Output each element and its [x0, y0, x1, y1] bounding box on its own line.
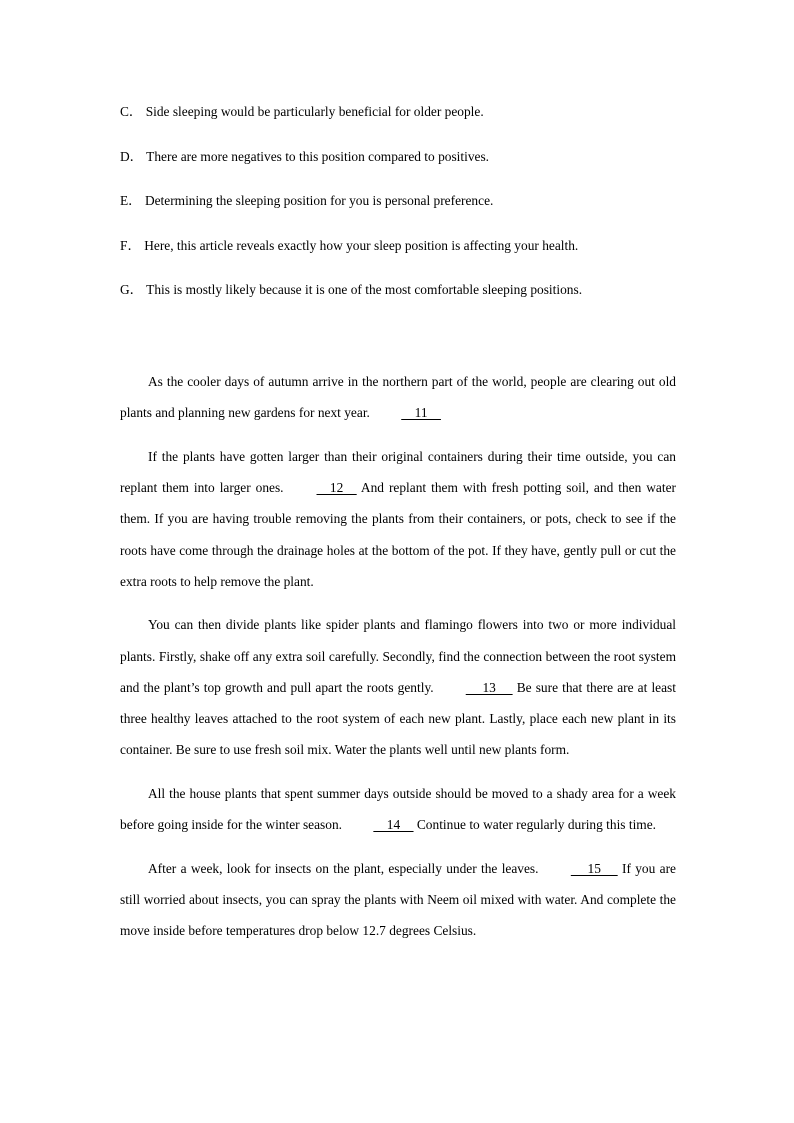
blank-11: 11 — [401, 405, 441, 421]
paragraph-text: And replant them with fresh potting soil, and then water them. If you are having trouble removing the plants from their containers, or pots, check to see if the roots have come through the drainage holes at the bottom of the pot. If they have, gently pull or cut the extra roots to help remove the plant. — [120, 480, 676, 589]
paragraph-text: All the house plants that spent summer days outside should be moved to a shady area for a week before going inside for the winter season. — [120, 785, 676, 833]
answer-options — [120, 100, 680, 323]
option-letter: E． — [120, 193, 142, 208]
blank-15: 15 — [570, 860, 618, 876]
option-f — [120, 234, 680, 258]
option-text: There are more negatives to this position compared to positives. — [146, 148, 490, 164]
passage-paragraph-1 — [120, 366, 676, 428]
option-g — [120, 278, 680, 302]
paragraph-text: As the cooler days of autumn arrive in the northern part of the world, people are clearing out old plants and planning new gardens for next year. — [120, 374, 676, 421]
option-letter: C． — [120, 104, 143, 119]
paragraph-text: After a week, look for insects on the plant, especially under the leaves. — [148, 860, 543, 876]
paragraph-text: Continue to water regularly during this time. — [413, 817, 657, 833]
paragraph-text: You can then divide plants like spider plants and flamingo flowers into two or more individual plants. Firstly, shake off any extra soil carefully. Secondly, find the connection between the root system and the plant’s top growth and pull apart the roots gently. — [120, 617, 676, 695]
option-text: Side sleeping would be particularly beneficial for older people. — [145, 104, 484, 119]
reading-passage — [120, 366, 676, 959]
option-text: Determining the sleeping position for you is personal preference. — [144, 193, 494, 208]
blank-14: 14 — [373, 817, 414, 833]
paragraph-text: If the plants have gotten larger than their original containers during their time outside, you can replant them into larger ones. — [120, 448, 676, 496]
option-letter: G． — [120, 282, 144, 297]
option-letter: F． — [120, 237, 141, 253]
passage-paragraph-4 — [120, 778, 676, 840]
paragraph-text: Be sure that there are at least three healthy leaves attached to the root system of each new plant. Lastly, place each new plant in its container. Be sure to use fresh soil mix. Water the plants well until new plants form. — [120, 679, 676, 758]
paragraph-text: If you are still worried about insects, you can spray the plants with Neem oil mixed with water. And complete the move inside before temperatures drop below 12.7 degrees Celsius. — [120, 860, 676, 939]
blank-13: 13 — [465, 679, 513, 695]
blank-12: 12 — [316, 480, 357, 496]
passage-paragraph-5 — [120, 853, 676, 947]
option-text: Here, this article reveals exactly how your sleep position is affecting your health. — [144, 237, 579, 253]
option-d — [120, 145, 680, 169]
passage-paragraph-3 — [120, 609, 676, 765]
option-letter: D． — [120, 148, 144, 164]
option-text: This is mostly likely because it is one of the most comfortable sleeping positions. — [146, 282, 583, 297]
passage-paragraph-2 — [120, 441, 676, 597]
option-c — [120, 100, 680, 124]
option-e — [120, 189, 680, 213]
